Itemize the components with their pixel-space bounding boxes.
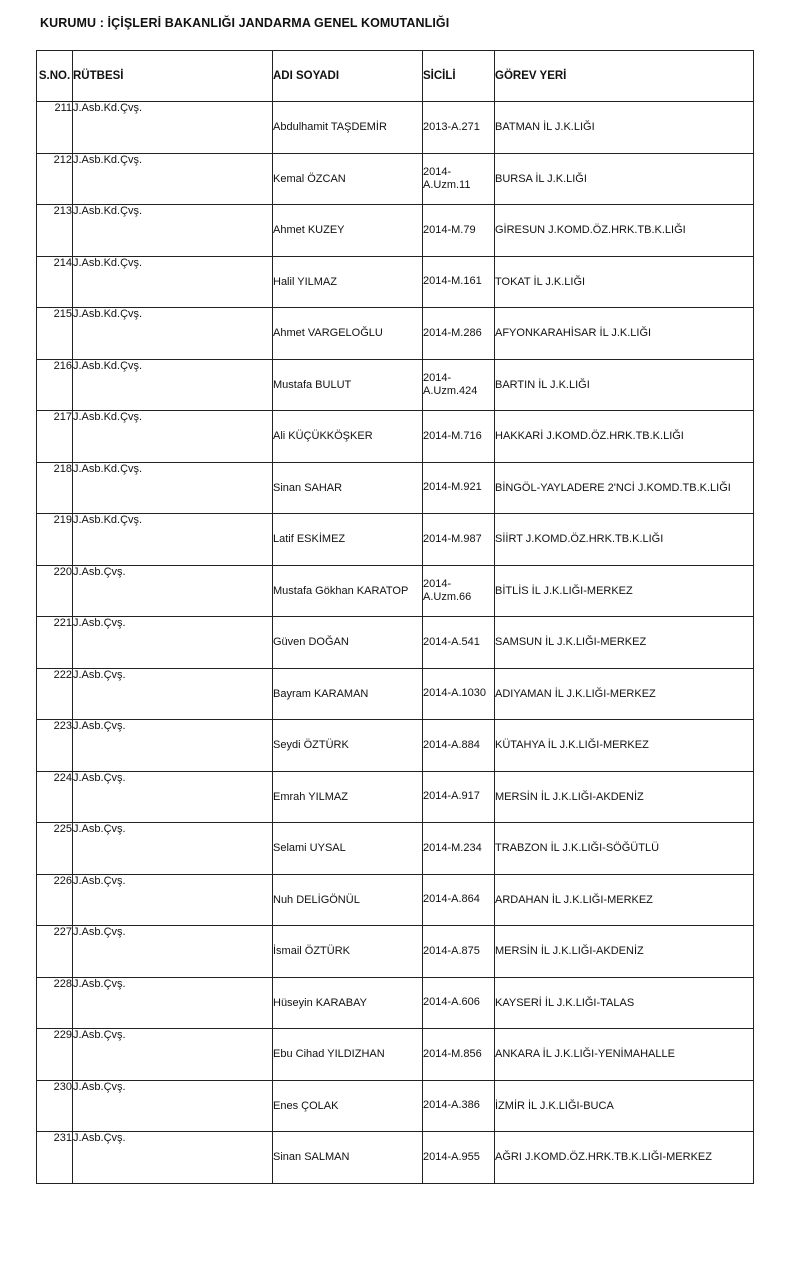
row-name: Emrah YILMAZ: [273, 771, 423, 823]
table-row: [37, 205, 754, 257]
row-number: 218: [37, 462, 73, 514]
row-duty-station: BİTLİS İL J.K.LIĞI-MERKEZ: [495, 565, 754, 617]
row-registry-line: 2014-M.987: [423, 532, 482, 545]
row-registry-line: 2014-M.716: [423, 429, 482, 442]
row-rank: J.Asb.Çvş.: [73, 771, 273, 823]
row-registry: [423, 1132, 495, 1184]
row-name: Mustafa Gökhan KARATOP: [273, 565, 423, 617]
table-row: [37, 874, 754, 926]
row-rank: J.Asb.Kd.Çvş.: [73, 153, 273, 205]
row-registry: [423, 617, 495, 669]
row-rank: J.Asb.Çvş.: [73, 1029, 273, 1081]
row-duty-station: SAMSUN İL J.K.LIĞI-MERKEZ: [495, 617, 754, 669]
row-registry: [423, 874, 495, 926]
row-number: 221: [37, 617, 73, 669]
row-rank: J.Asb.Çvş.: [73, 977, 273, 1029]
row-duty-station: ARDAHAN İL J.K.LIĞI-MERKEZ: [495, 874, 754, 926]
row-registry: [423, 308, 495, 360]
row-number: 215: [37, 308, 73, 360]
table-row: [37, 823, 754, 875]
table-row: [37, 720, 754, 772]
table-row: [37, 1132, 754, 1184]
row-rank: J.Asb.Kd.Çvş.: [73, 514, 273, 566]
row-number: 225: [37, 823, 73, 875]
row-duty-station: İZMİR İL J.K.LIĞI-BUCA: [495, 1080, 754, 1132]
row-number: 226: [37, 874, 73, 926]
row-rank: J.Asb.Kd.Çvş.: [73, 411, 273, 463]
row-registry-line: 2014-A.386: [423, 1099, 480, 1112]
row-registry-line: A.Uzm.66: [423, 590, 472, 603]
row-registry-line: A.Uzm.424: [423, 384, 478, 397]
row-duty-station: ANKARA İL J.K.LIĞI-YENİMAHALLE: [495, 1029, 754, 1081]
row-duty-station: BİNGÖL-YAYLADERE 2'NCİ J.KOMD.TB.K.LIĞI: [495, 462, 754, 514]
row-number: 227: [37, 926, 73, 978]
row-duty-station: TOKAT İL J.K.LIĞI: [495, 256, 754, 308]
row-duty-station: HAKKARİ J.KOMD.ÖZ.HRK.TB.K.LIĞI: [495, 411, 754, 463]
row-rank: J.Asb.Çvş.: [73, 926, 273, 978]
row-name: Hüseyin KARABAY: [273, 977, 423, 1029]
row-number: 224: [37, 771, 73, 823]
row-number: 223: [37, 720, 73, 772]
personnel-table: [36, 50, 754, 1184]
row-registry-line: 2014-: [423, 165, 452, 178]
table-row: [37, 771, 754, 823]
table-row: [37, 565, 754, 617]
row-name: Abdulhamit TAŞDEMİR: [273, 102, 423, 154]
row-registry: [423, 102, 495, 154]
row-name: Mustafa BULUT: [273, 359, 423, 411]
row-registry: [423, 205, 495, 257]
row-name: Halil YILMAZ: [273, 256, 423, 308]
row-registry: [423, 771, 495, 823]
row-duty-station: BATMAN İL J.K.LIĞI: [495, 102, 754, 154]
table-row: [37, 256, 754, 308]
row-number: 211: [37, 102, 73, 154]
table-row: [37, 926, 754, 978]
row-name: Güven DOĞAN: [273, 617, 423, 669]
row-duty-station: ADIYAMAN İL J.K.LIĞI-MERKEZ: [495, 668, 754, 720]
row-registry-line: 2014-A.1030: [423, 687, 486, 700]
row-rank: J.Asb.Çvş.: [73, 668, 273, 720]
row-name: Ahmet VARGELOĞLU: [273, 308, 423, 360]
row-rank: J.Asb.Kd.Çvş.: [73, 205, 273, 257]
row-rank: J.Asb.Kd.Çvş.: [73, 102, 273, 154]
row-rank: J.Asb.Çvş.: [73, 720, 273, 772]
row-registry: [423, 153, 495, 205]
row-rank: J.Asb.Kd.Çvş.: [73, 462, 273, 514]
row-registry-line: 2014-A.864: [423, 893, 480, 906]
row-registry-line: 2014-A.917: [423, 790, 480, 803]
row-registry: [423, 720, 495, 772]
row-registry: [423, 514, 495, 566]
row-duty-station: MERSİN İL J.K.LIĞI-AKDENİZ: [495, 926, 754, 978]
row-number: 212: [37, 153, 73, 205]
row-rank: J.Asb.Kd.Çvş.: [73, 359, 273, 411]
row-rank: J.Asb.Çvş.: [73, 617, 273, 669]
row-registry: [423, 823, 495, 875]
row-registry-line: 2014-: [423, 577, 452, 590]
row-registry: [423, 1080, 495, 1132]
table-row: [37, 462, 754, 514]
row-registry-line: 2014-M.286: [423, 326, 482, 339]
row-duty-station: AĞRI J.KOMD.ÖZ.HRK.TB.K.LIĞI-MERKEZ: [495, 1132, 754, 1184]
row-registry-line: 2014-M.856: [423, 1047, 482, 1060]
row-rank: J.Asb.Çvş.: [73, 823, 273, 875]
row-registry: [423, 1029, 495, 1081]
row-number: 230: [37, 1080, 73, 1132]
row-registry: [423, 977, 495, 1029]
row-registry-line: 2014-M.921: [423, 481, 482, 494]
table-row: [37, 514, 754, 566]
row-duty-station: TRABZON İL J.K.LIĞI-SÖĞÜTLÜ: [495, 823, 754, 875]
row-registry-line: 2014-: [423, 371, 452, 384]
row-name: Latif ESKİMEZ: [273, 514, 423, 566]
table-row: [37, 359, 754, 411]
row-duty-station: KÜTAHYA İL J.K.LIĞI-MERKEZ: [495, 720, 754, 772]
row-name: Selami UYSAL: [273, 823, 423, 875]
row-number: 222: [37, 668, 73, 720]
table-row: [37, 411, 754, 463]
row-registry-line: 2013-A.271: [423, 120, 480, 133]
row-name: Bayram KARAMAN: [273, 668, 423, 720]
row-duty-station: KAYSERİ İL J.K.LIĞI-TALAS: [495, 977, 754, 1029]
row-duty-station: SİİRT J.KOMD.ÖZ.HRK.TB.K.LIĞI: [495, 514, 754, 566]
row-registry-line: 2014-A.606: [423, 996, 480, 1009]
row-registry: [423, 926, 495, 978]
row-name: Enes ÇOLAK: [273, 1080, 423, 1132]
column-header-name: ADI SOYADI: [273, 51, 423, 102]
row-duty-station: GİRESUN J.KOMD.ÖZ.HRK.TB.K.LIĞI: [495, 205, 754, 257]
row-registry: [423, 462, 495, 514]
table-header-row: [37, 51, 754, 102]
table-row: [37, 308, 754, 360]
row-number: 231: [37, 1132, 73, 1184]
row-registry-line: 2014-M.161: [423, 275, 482, 288]
row-name: Sinan SAHAR: [273, 462, 423, 514]
row-number: 228: [37, 977, 73, 1029]
row-rank: J.Asb.Kd.Çvş.: [73, 308, 273, 360]
row-name: Ebu Cihad YILDIZHAN: [273, 1029, 423, 1081]
row-duty-station: BURSA İL J.K.LIĞI: [495, 153, 754, 205]
column-header-sno: S.NO.: [37, 51, 73, 102]
row-registry: [423, 359, 495, 411]
table-row: [37, 1080, 754, 1132]
row-registry: [423, 668, 495, 720]
row-registry-line: 2014-A.541: [423, 635, 480, 648]
row-name: Seydi ÖZTÜRK: [273, 720, 423, 772]
row-rank: J.Asb.Çvş.: [73, 1080, 273, 1132]
row-name: Ali KÜÇÜKKÖŞKER: [273, 411, 423, 463]
table-row: [37, 977, 754, 1029]
table-row: [37, 1029, 754, 1081]
row-number: 217: [37, 411, 73, 463]
row-number: 220: [37, 565, 73, 617]
row-registry-line: A.Uzm.11: [423, 178, 471, 191]
row-duty-station: BARTIN İL J.K.LIĞI: [495, 359, 754, 411]
row-number: 216: [37, 359, 73, 411]
table-row: [37, 668, 754, 720]
row-duty-station: AFYONKARAHİSAR İL J.K.LIĞI: [495, 308, 754, 360]
row-name: Nuh DELİGÖNÜL: [273, 874, 423, 926]
row-number: 229: [37, 1029, 73, 1081]
row-registry: [423, 565, 495, 617]
row-registry-line: 2014-A.884: [423, 738, 480, 751]
row-rank: J.Asb.Çvş.: [73, 874, 273, 926]
row-registry: [423, 411, 495, 463]
row-registry-line: 2014-A.955: [423, 1150, 480, 1163]
row-rank: J.Asb.Çvş.: [73, 1132, 273, 1184]
row-name: Kemal ÖZCAN: [273, 153, 423, 205]
row-name: Sinan SALMAN: [273, 1132, 423, 1184]
row-registry-line: 2014-M.234: [423, 841, 482, 854]
row-rank: J.Asb.Çvş.: [73, 565, 273, 617]
row-number: 219: [37, 514, 73, 566]
row-number: 214: [37, 256, 73, 308]
table-row: [37, 153, 754, 205]
row-registry: [423, 256, 495, 308]
row-name: Ahmet KUZEY: [273, 205, 423, 257]
row-rank: J.Asb.Kd.Çvş.: [73, 256, 273, 308]
row-registry-line: 2014-M.79: [423, 223, 476, 236]
column-header-rank: RÜTBESİ: [73, 51, 273, 102]
table-body: [37, 102, 754, 1184]
table-row: [37, 102, 754, 154]
row-duty-station: MERSİN İL J.K.LIĞI-AKDENİZ: [495, 771, 754, 823]
row-registry-line: 2014-A.875: [423, 944, 480, 957]
row-number: 213: [37, 205, 73, 257]
table-row: [37, 617, 754, 669]
column-header-registry: SİCİLİ: [423, 51, 495, 102]
row-name: İsmail ÖZTÜRK: [273, 926, 423, 978]
column-header-duty-station: GÖREV YERİ: [495, 51, 754, 102]
page-header: KURUMU : İÇİŞLERİ BAKANLIĞI JANDARMA GENEL KOMUTANLIĞI: [40, 16, 450, 30]
